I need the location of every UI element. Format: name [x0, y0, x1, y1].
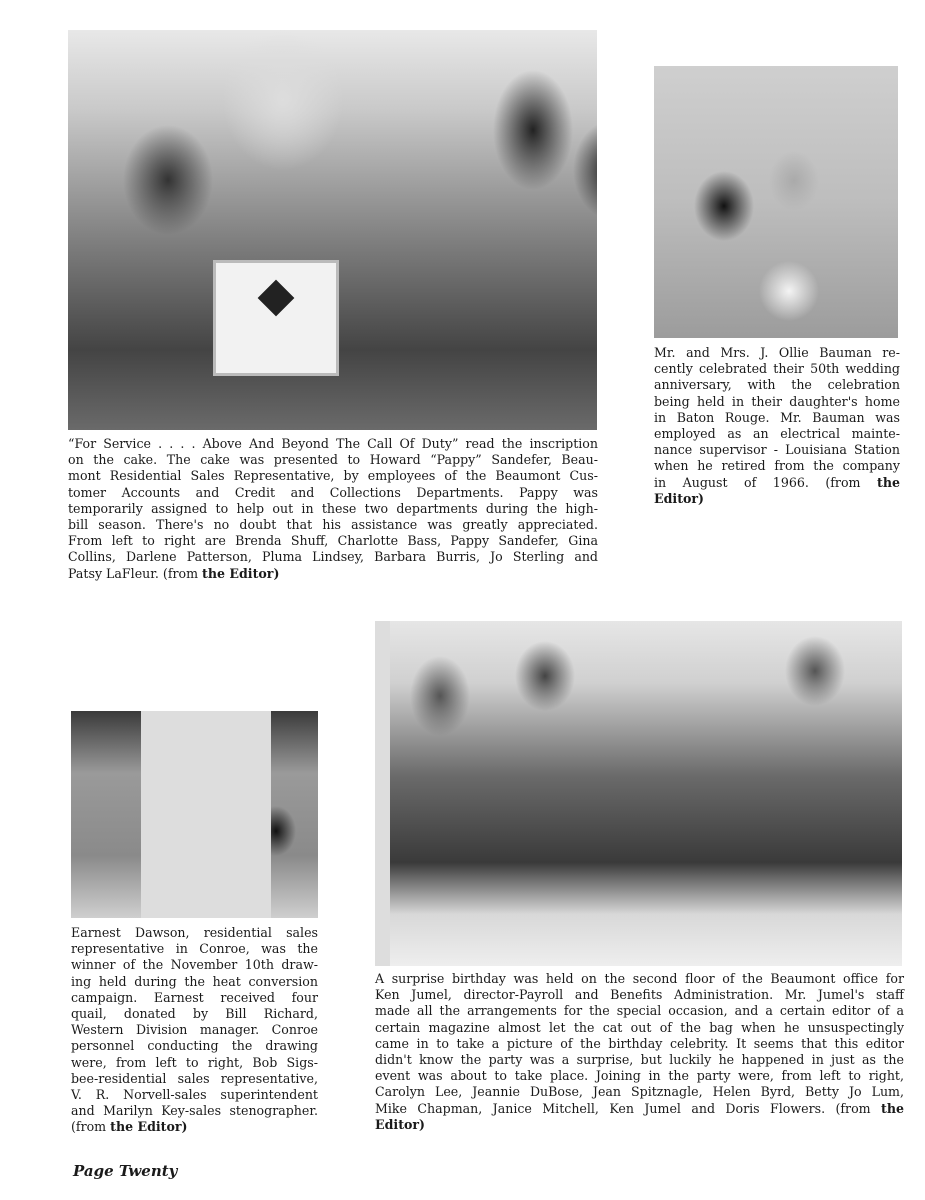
caption-credit: the Editor) [110, 1119, 188, 1135]
caption-text: in August of 1966. (from [654, 474, 877, 490]
caption-text: ing held during the heat conversion [71, 973, 318, 989]
caption-line [71, 990, 318, 1006]
caption-line [68, 566, 598, 582]
caption-text: anniversary, with the celebration [654, 377, 900, 393]
photo-cake-presentation [68, 30, 597, 430]
cake [213, 260, 339, 376]
caption-text: campaign. Earnest received four [71, 989, 318, 1005]
caption-text: Mike Chapman, Janice Mitchell, Ken Jumel and Doris Flowers. (from [375, 1100, 881, 1116]
caption-cake [68, 436, 598, 582]
photo-birthday-party [375, 621, 902, 966]
page-number: Page Twenty [73, 1162, 178, 1180]
caption-line [71, 1087, 318, 1103]
caption-text: didn't know the party was a surprise, but luckily he happened in just as the [375, 1051, 904, 1067]
caption-credit: Editor) [654, 490, 704, 506]
caption-line [68, 485, 598, 501]
caption-credit: the [881, 1100, 904, 1116]
caption-line [375, 987, 904, 1003]
caption-text: A surprise birthday was held on the second floor of the Beaumont office for [375, 971, 904, 986]
caption-text: made all the arrangements for the special occasion, and a certain editor of a [375, 1003, 904, 1019]
caption-line [654, 475, 900, 491]
caption-text: temporarily assigned to help out in these two departments during the high- [68, 500, 598, 516]
caption-line [375, 1052, 904, 1068]
caption-line [375, 1084, 904, 1100]
caption-drawing [71, 925, 318, 1135]
caption-anniversary [654, 345, 900, 507]
caption-text: (from [71, 1119, 111, 1135]
caption-line [71, 925, 318, 941]
caption-text: in Baton Rouge. Mr. Bauman was [654, 409, 900, 425]
caption-line [71, 957, 318, 973]
caption-text: on the cake. The cake was presented to Howard “Pappy” Sandefer, Beau- [68, 452, 598, 468]
caption-line [68, 468, 598, 484]
caption-text: Western Division manager. Conroe [71, 1022, 318, 1038]
caption-text: “For Service . . . . Above And Beyond The Call Of Duty” read the inscription [68, 436, 598, 451]
caption-text: being held in their daughter's home [654, 393, 900, 409]
caption-line [654, 426, 900, 442]
caption-line [375, 1036, 904, 1052]
caption-text: Mr. and Mrs. J. Ollie Bauman re- [654, 345, 900, 360]
caption-credit: Editor) [375, 1116, 425, 1132]
caption-text: Carolyn Lee, Jeannie DuBose, Jean Spitznagle, Helen Byrd, Betty Jo Lum, [375, 1084, 904, 1100]
caption-text: came in to take a picture of the birthday celebrity. It seems that this editor [375, 1035, 904, 1051]
caption-text: Patsy LaFleur. (from [68, 565, 203, 581]
caption-line [68, 436, 598, 452]
caption-line [71, 1103, 318, 1119]
photo-anniversary [654, 66, 898, 338]
caption-line [375, 1020, 904, 1036]
caption-line [654, 442, 900, 458]
caption-credit: the Editor) [202, 565, 280, 581]
caption-line [71, 974, 318, 990]
caption-line [654, 491, 900, 507]
caption-text: nance supervisor - Louisiana Station [654, 442, 900, 458]
caption-text: certain magazine almost let the cat out of the bag when he unsuspectingly [375, 1019, 904, 1035]
caption-text: From left to right are Brenda Shuff, Charlotte Bass, Pappy Sandefer, Gina [68, 533, 598, 549]
caption-line [68, 452, 598, 468]
caption-text: Ken Jumel, director-Payroll and Benefits Administration. Mr. Jumel's staff [375, 987, 904, 1003]
caption-text: were, from left to right, Bob Sigs- [71, 1054, 318, 1070]
caption-line [654, 458, 900, 474]
photo-drawing-winner [71, 711, 318, 918]
caption-text: employed as an electrical mainte- [654, 425, 900, 441]
caption-text: cently celebrated their 50th wedding [654, 361, 900, 377]
caption-line [68, 517, 598, 533]
caption-line [71, 1071, 318, 1087]
caption-line [71, 1119, 318, 1135]
caption-birthday [375, 971, 904, 1133]
caption-line [375, 1117, 904, 1133]
caption-text: bill season. There's no doubt that his assistance was greatly appreciated. [68, 516, 598, 532]
caption-credit: the [877, 474, 900, 490]
caption-line [654, 345, 900, 361]
caption-line [375, 971, 904, 987]
caption-line [375, 1068, 904, 1084]
caption-line [68, 549, 598, 565]
caption-text: bee-residential sales representative, [71, 1070, 318, 1086]
caption-line [654, 377, 900, 393]
caption-text: personnel conducting the drawing [71, 1038, 318, 1054]
caption-text: quail, donated by Bill Richard, [71, 1005, 318, 1021]
caption-line [71, 1006, 318, 1022]
caption-text: representative in Conroe, was the [71, 941, 318, 957]
caption-line [68, 501, 598, 517]
caption-line [68, 533, 598, 549]
caption-line [375, 1101, 904, 1117]
caption-line [654, 361, 900, 377]
caption-line [71, 1022, 318, 1038]
caption-line [375, 1003, 904, 1019]
caption-line [654, 394, 900, 410]
caption-line [71, 941, 318, 957]
caption-text: winner of the November 10th draw- [71, 957, 318, 973]
caption-text: tomer Accounts and Credit and Collections Departments. Pappy was [68, 484, 598, 500]
caption-text: and Marilyn Key-sales stenographer. [71, 1103, 318, 1119]
caption-text: Collins, Darlene Patterson, Pluma Lindsey, Barbara Burris, Jo Sterling and [68, 549, 598, 565]
caption-line [654, 410, 900, 426]
caption-text: event was about to take place. Joining in the party were, from left to right, [375, 1068, 904, 1084]
caption-line [71, 1055, 318, 1071]
caption-line [71, 1038, 318, 1054]
caption-text: mont Residential Sales Representative, by employees of the Beaumont Cus- [68, 468, 598, 484]
caption-text: V. R. Norvell-sales superintendent [71, 1086, 318, 1102]
caption-text: when he retired from the company [654, 458, 900, 474]
caption-text: Earnest Dawson, residential sales [71, 925, 318, 940]
